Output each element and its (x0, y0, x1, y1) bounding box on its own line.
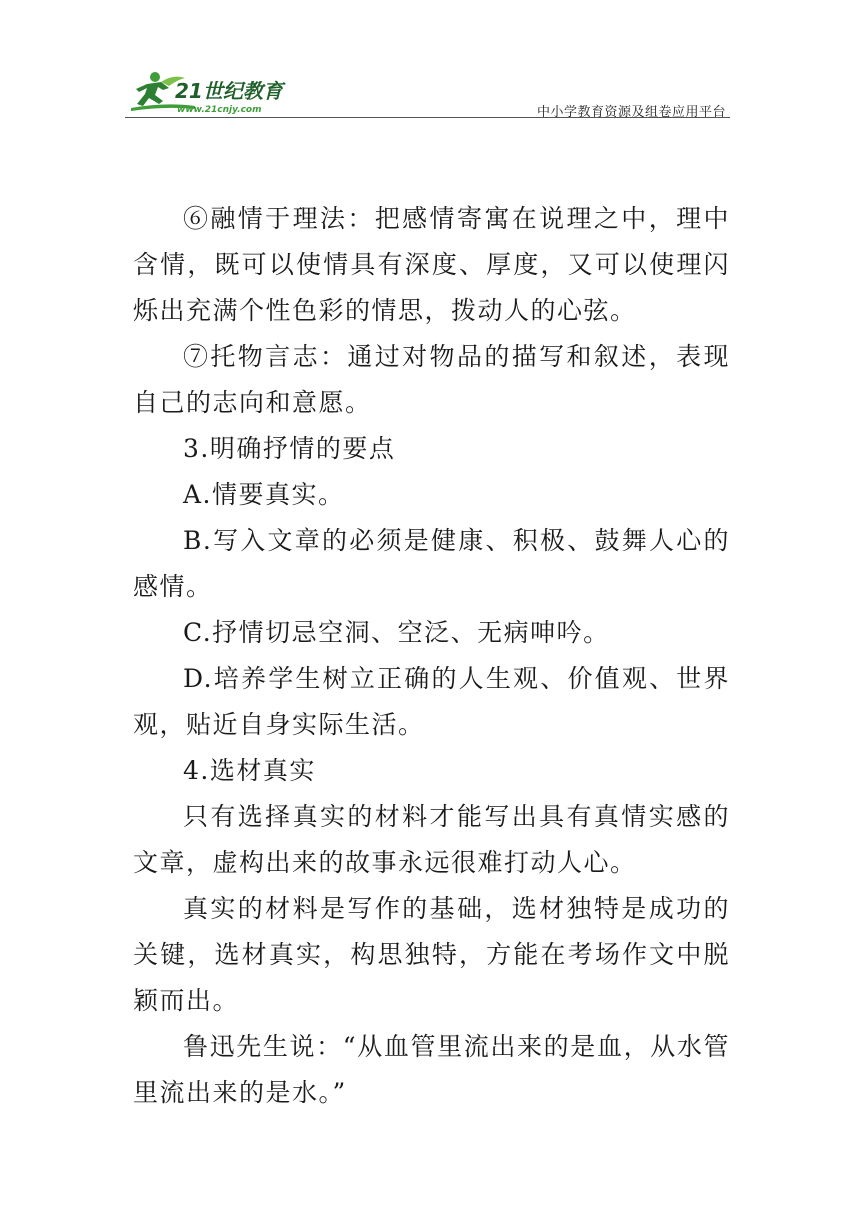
paragraph-true-material: 只有选择真实的材料才能写出具有真情实感的文章，虚构出来的故事永远很难打动人心。 (133, 802, 730, 877)
site-slogan: 中小学教育资源及组卷应用平台 (536, 105, 726, 120)
paragraph-material-foundation: 真实的材料是写作的基础，选材独特是成功的关键，选材真实，构思独特，方能在考场作文中脱颖而出。 (133, 894, 730, 1015)
section-heading-lyrical-points: 3.明确抒情的要点 (183, 434, 396, 463)
section-heading-material: 4.选材真实 (183, 756, 316, 785)
paragraph-express-through-objects: ⑦托物言志：通过对物品的描写和叙述，表现自己的志向和意愿。 (133, 342, 730, 417)
logo-url: www.21cnjy.com (177, 105, 262, 115)
document-body (133, 196, 730, 1116)
header-divider (125, 117, 730, 118)
paragraph-lu-xun-quote: 鲁迅先生说：“从血管里流出来的是血，从水管里流出来的是水。” (133, 1032, 730, 1107)
list-item-d: D.培养学生树立正确的人生观、价值观、世界观，贴近自身实际生活。 (133, 664, 730, 739)
logo-runner-icon (125, 68, 305, 116)
list-item-b: B.写入文章的必须是健康、积极、鼓舞人心的感情。 (133, 526, 730, 601)
list-item-a: A.情要真实。 (183, 480, 345, 509)
page-header (125, 68, 730, 118)
paragraph-integrate-emotion-reason: ⑥融情于理法：把感情寄寓在说理之中，理中含情，既可以使情具有深度、厚度，又可以使理闪烁出充满个性色彩的情思，拨动人的心弦。 (133, 204, 730, 325)
site-logo[interactable] (125, 68, 305, 116)
list-item-c: C.抒情切忌空洞、空泛、无病呻吟。 (183, 618, 610, 647)
logo-text: 21世纪教育 (175, 79, 283, 103)
